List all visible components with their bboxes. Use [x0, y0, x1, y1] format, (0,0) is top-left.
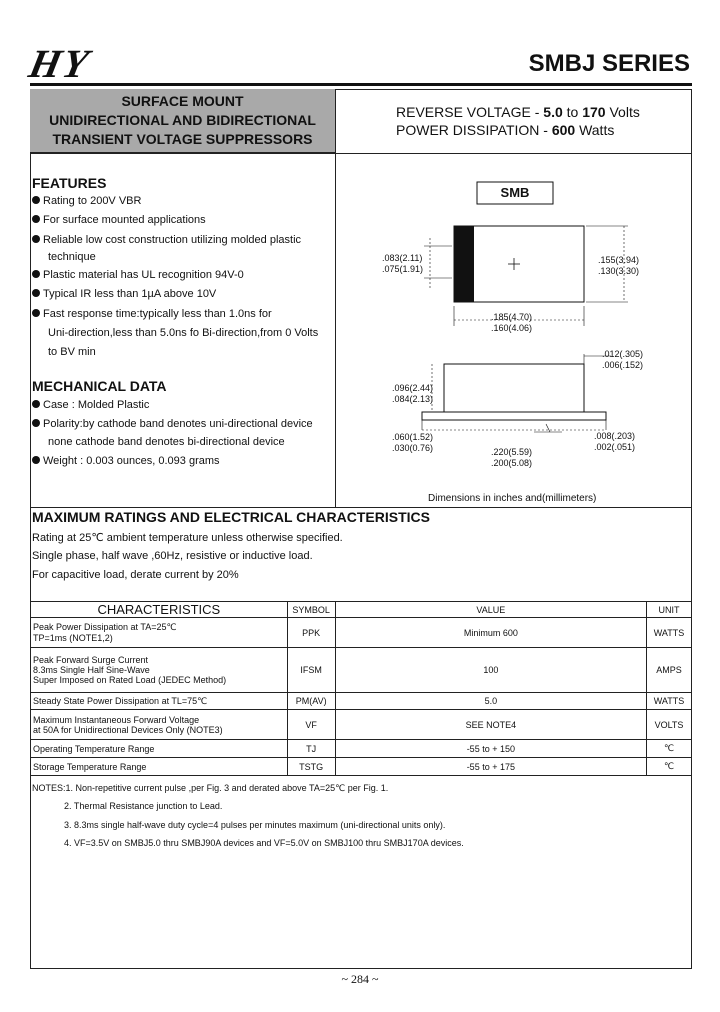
mechanical-item: Polarity:by cathode band denotes uni-directional device	[32, 418, 313, 430]
row-unit: WATTS	[647, 693, 692, 710]
reverse-voltage-unit: Volts	[609, 104, 640, 120]
section-divider	[30, 507, 692, 508]
row-value: -55 to + 175	[335, 758, 646, 776]
feature-item: Rating to 200V VBR	[32, 195, 141, 207]
dim-label: .220(5.59)	[491, 447, 533, 457]
row-unit: VOLTS	[647, 710, 692, 740]
bullet-icon	[32, 289, 40, 297]
dim-label: .060(1.52)	[392, 432, 434, 442]
feature-item: Typical IR less than 1µA above 10V	[32, 288, 216, 300]
bullet-icon	[32, 235, 40, 243]
table-row	[31, 740, 692, 758]
table-row	[31, 618, 692, 648]
dim-label: .012(.305)	[602, 349, 644, 359]
row-symbol: TJ	[287, 740, 335, 758]
row-unit: WATTS	[647, 618, 692, 648]
bullet-icon	[32, 309, 40, 317]
feature-item-continuation: to BV min	[48, 346, 96, 358]
row-value: 5.0	[335, 693, 646, 710]
header-value: VALUE	[335, 602, 646, 618]
dim-label: .096(2.44)	[392, 383, 434, 393]
reverse-voltage-spec	[396, 104, 640, 120]
ratings-title: MAXIMUM RATINGS AND ELECTRICAL CHARACTERISTICS	[32, 509, 430, 525]
header-rule	[30, 83, 692, 86]
dim-label: .083(2.11)	[382, 253, 423, 263]
series-title: SMBJ SERIES	[528, 50, 690, 77]
feature-item-continuation: Uni-direction,less than 5.0ns fo Bi-direction,from 0 Volts	[48, 327, 319, 339]
bullet-icon	[32, 196, 40, 204]
table-row	[31, 693, 692, 710]
feature-item: For surface mounted applications	[32, 214, 206, 226]
mechanical-item: Case : Molded Plastic	[32, 399, 149, 411]
bullet-icon	[32, 270, 40, 278]
brand-logo: HY	[25, 41, 95, 86]
table-row	[31, 710, 692, 740]
note-3: 3. 8.3ms single half-wave duty cycle=4 pulses per minutes maximum (uni-directional units only).	[64, 820, 446, 830]
dim-label: .155(3.94)	[598, 255, 640, 265]
row-description: Maximum Instantaneous Forward Voltage at 50A for Unidirectional Devices Only (NOTE3)	[31, 710, 288, 740]
features-title: FEATURES	[32, 175, 107, 191]
row-value: 100	[335, 648, 646, 693]
dim-label: .200(5.08)	[491, 458, 533, 468]
bullet-icon	[32, 419, 40, 427]
ratings-line: Rating at 25℃ ambient temperature unless otherwise specified.	[32, 532, 343, 544]
row-description: Operating Temperature Range	[31, 740, 288, 758]
bullet-icon	[32, 456, 40, 464]
dimension-caption: Dimensions in inches and(millimeters)	[428, 493, 597, 504]
dim-label: .185(4.70)	[491, 312, 533, 322]
power-dissipation-value: 600	[551, 122, 576, 138]
row-symbol: TSTG	[287, 758, 335, 776]
dim-label: .075(1.91)	[382, 264, 424, 274]
row-value: Minimum 600	[335, 618, 646, 648]
reverse-voltage-to: to	[566, 104, 579, 120]
row-description: Steady State Power Dissipation at TL=75℃	[31, 693, 288, 710]
mechanical-item-continuation: none cathode band denotes bi-directional device	[48, 436, 285, 448]
table-row	[31, 648, 692, 693]
mechanical-item: Weight : 0.003 ounces, 0.093 grams	[32, 455, 220, 467]
row-description: Peak Forward Surge Current 8.3ms Single Half Sine-Wave Super Imposed on Rated Load (JEDEC Method)	[31, 648, 288, 693]
row-description: Peak Power Dissipation at TA=25℃ TP=1ms (NOTE1,2)	[31, 618, 288, 648]
package-side-view	[444, 364, 584, 412]
dim-label: .130(3.30)	[598, 266, 640, 276]
left-header-rule	[30, 153, 336, 154]
dim-label: .008(.203)	[594, 431, 636, 441]
dim-label: .002(.051)	[594, 442, 636, 452]
header-characteristics: CHARACTERISTICS	[31, 602, 288, 618]
row-description: Storage Temperature Range	[31, 758, 288, 776]
row-unit: ℃	[647, 740, 692, 758]
table-row	[31, 758, 692, 776]
reverse-voltage-label: REVERSE VOLTAGE -	[396, 104, 540, 120]
package-name: SMB	[500, 185, 530, 200]
row-value: SEE NOTE4	[335, 710, 646, 740]
product-line-1: SURFACE MOUNT	[121, 93, 244, 109]
feature-item-continuation: technique	[48, 251, 96, 263]
row-unit: AMPS	[647, 648, 692, 693]
ratings-line: For capacitive load, derate current by 20%	[32, 569, 239, 581]
dim-label: .030(0.76)	[392, 443, 434, 453]
product-line-3: TRANSIENT VOLTAGE SUPPRESSORS	[52, 131, 313, 147]
power-dissipation-label: POWER DISSIPATION -	[396, 122, 548, 138]
characteristics-table	[30, 601, 692, 776]
dim-label: .084(2.13)	[392, 394, 434, 404]
note-1: NOTES:1. Non-repetitive current pulse ,per Fig. 3 and derated above TA=25℃ per Fig. 1.	[32, 783, 389, 793]
note-4: 4. VF=3.5V on SMBJ5.0 thru SMBJ90A devices and VF=5.0V on SMBJ100 thru SMBJ170A devices.	[64, 838, 464, 848]
row-symbol: VF	[287, 710, 335, 740]
header-unit: UNIT	[647, 602, 692, 618]
feature-item: Reliable low cost construction utilizing molded plastic	[32, 234, 301, 246]
cathode-band	[454, 226, 474, 302]
row-symbol: IFSM	[287, 648, 335, 693]
power-dissipation-spec	[396, 122, 614, 138]
feature-item: Fast response time:typically less than 1.0ns for	[32, 308, 272, 320]
dim-label: .160(4.06)	[491, 323, 533, 333]
bullet-icon	[32, 215, 40, 223]
product-title-box	[30, 89, 336, 153]
row-symbol: PPK	[287, 618, 335, 648]
mechanical-title: MECHANICAL DATA	[32, 378, 167, 394]
dim-label: .006(.152)	[602, 360, 644, 370]
power-dissipation-unit: Watts	[579, 122, 615, 138]
row-value: -55 to + 150	[335, 740, 646, 758]
row-symbol: PM(AV)	[287, 693, 335, 710]
table-header-row	[31, 602, 692, 618]
header-symbol: SYMBOL	[287, 602, 335, 618]
note-2: 2. Thermal Resistance junction to Lead.	[64, 801, 223, 811]
reverse-voltage-min: 5.0	[543, 104, 563, 120]
row-unit: ℃	[647, 758, 692, 776]
feature-item: Plastic material has UL recognition 94V-0	[32, 269, 244, 281]
bullet-icon	[32, 400, 40, 408]
ratings-line: Single phase, half wave ,60Hz, resistive or inductive load.	[32, 550, 313, 562]
reverse-voltage-max: 170	[582, 104, 606, 120]
product-line-2: UNIDIRECTIONAL AND BIDIRECTIONAL	[49, 112, 316, 128]
page-number: ~ 284 ~	[341, 972, 379, 986]
